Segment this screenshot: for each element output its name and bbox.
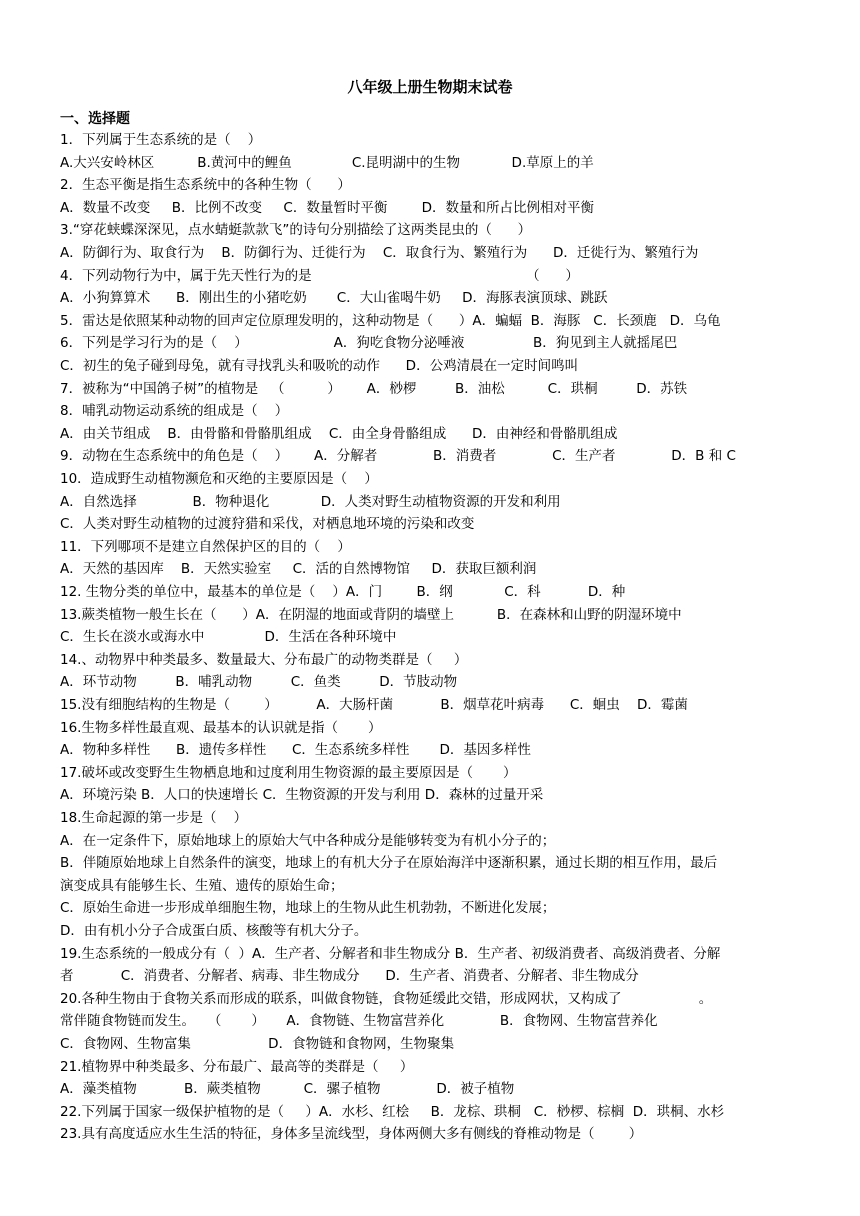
question-line: 8．哺乳动物运动系统的组成是（ ） — [60, 403, 289, 420]
question-line: 11．下列哪项不是建立自然保护区的目的（ ） — [60, 538, 351, 555]
question-line: A．自然选择 B．物种退化 D．人类对野生动植物资源的开发和利用 — [60, 493, 561, 510]
exam-title: 八年级上册生物期末试卷 — [347, 78, 513, 96]
question-line: A．数量不改变 B．比例不改变 C．数量暂时平衡 D．数量和所占比例相对平衡 — [60, 199, 595, 216]
question-line: 1．下列属于生态系统的是（ ） — [60, 132, 262, 148]
question-line: 5．雷达是依照某种动物的回声定位原理发明的，这种动物是（ ）A．蝙蝠 B．海豚 C．长颈鹿 D．乌龟 — [60, 312, 721, 329]
question-line: A．环节动物 B．哺乳动物 C．鱼类 D．节肢动物 — [60, 674, 458, 691]
question-line: C．原始生命进一步形成单细胞生物，地球上的生物从此生机勃勃，不断进化发展； — [60, 900, 556, 917]
question-line: 9．动物在生态系统中的角色是（ ） A．分解者 B．消费者 C．生产者 D．B 和 C — [60, 448, 736, 465]
question-line: C．人类对野生动植物的过渡狩猎和采伐，对栖息地环境的污染和改变 — [60, 516, 475, 533]
question-line: 2．生态平衡是指生态系统中的各种生物（ ） — [60, 177, 351, 194]
question-line: 4．下列动物行为中，属于先天性行为的是 （ ） — [60, 267, 579, 284]
question-line: 常伴随食物链而发生。 （ ） A．食物链、生物富营养化 B．食物网、生物富营养化 — [60, 1013, 658, 1030]
question-line: 20.各种生物由于食物关系而形成的联系，叫做食物链，食物延缓此交错，形成网状，又构成了 。 — [60, 990, 713, 1007]
question-line: 19.生态系统的一般成分有（ ）A．生产者、分解者和非生物成分 B．生产者、初级消费者、高级消费者、分解 — [60, 945, 721, 962]
question-line: C．食物网、生物富集 D．食物链和食物网，生物聚集 — [60, 1036, 455, 1052]
question-line: 17.破坏或改变野生生物栖息地和过度利用生物资源的最主要原因是（ ） — [60, 764, 517, 781]
question-line: 22.下列属于国家一级保护植物的是（ ）A．水杉、红桧 B．龙棕、珙桐 C．桫椤、棕榈 D．珙桐、水杉 — [60, 1103, 725, 1120]
question-line: A．小狗算算术 B．刚出生的小猪吃奶 C．大山雀喝牛奶 D．海豚表演顶球、跳跃 — [60, 290, 608, 307]
question-line: 21.植物界中种类最多、分布最广、最高等的类群是（ ） — [60, 1058, 414, 1075]
section-heading: 一、选择题 — [60, 111, 130, 127]
question-line: C．生长在淡水或海水中 D．生活在各种环境中 — [60, 629, 397, 646]
question-line: 3.“穿花蛱蝶深深见，点水蜻蜓款款飞”的诗句分别描绘了这两类昆虫的（ ） — [60, 222, 532, 239]
question-line: 12. 生物分类的单位中，最基本的单位是（ ）A．门 B．纲 C．科 D．种 — [60, 584, 626, 600]
question-line: 15.没有细胞结构的生物是（ ） A．大肠杆菌 B．烟草花叶病毒 C．蛔虫 D．霉菌 — [60, 697, 688, 713]
question-line: A．防御行为、取食行为 B．防御行为、迁徙行为 C．取食行为、繁殖行为 D．迁徙行为、繁殖行为 — [60, 245, 699, 261]
question-line: A．天然的基因库 B．天然实验室 C．活的自然博物馆 D．获取巨额利润 — [60, 561, 537, 578]
question-line: 6．下列是学习行为的是（ ） A．狗吃食物分泌唾液 B．狗见到主人就摇尾巴 — [60, 335, 678, 352]
question-line: A．在一定条件下，原始地球上的原始大气中各种成分是能够转变为有机小分子的； — [60, 832, 556, 849]
question-line: A．环境污染 B．人口的快速增长 C．生物资源的开发与利用 D．森林的过量开采 — [60, 787, 544, 804]
question-line: 18.生命起源的第一步是（ ） — [60, 810, 248, 826]
question-line: A．藻类植物 B．蕨类植物 C．骡子植物 D．被子植物 — [60, 1081, 515, 1098]
question-line: 7．被称为“中国鸽子树”的植物是 （ ） A．桫椤 B．油松 C．珙桐 D．苏铁 — [60, 380, 688, 397]
question-line: 者 C．消费者、分解者、病毒、非生物成分 D．生产者、消费者、分解者、非生物成分 — [60, 968, 639, 985]
question-line: 16.生物多样性最直观、最基本的认识就是指（ ） — [60, 719, 382, 736]
question-line: A.大兴安岭林区 B.黄河中的鲤鱼 C.昆明湖中的生物 D.草原上的羊 — [60, 154, 594, 171]
question-line: 13.蕨类植物一般生长在（ ）A．在阴湿的地面或背阴的墙壁上 B．在森林和山野的阴湿环境中 — [60, 606, 682, 623]
question-line: 10．造成野生动植物濒危和灭绝的主要原因是（ ） — [60, 471, 378, 487]
question-line: D．由有机小分子合成蛋白质、核酸等有机大分子。 — [60, 923, 368, 939]
question-line: C．初生的兔子碰到母兔，就有寻找乳头和吸吮的动作 D．公鸡清晨在一定时间鸣叫 — [60, 358, 579, 374]
question-line: A．物种多样性 B．遗传多样性 C．生态系统多样性 D．基因多样性 — [60, 742, 531, 759]
question-line: B．伴随原始地球上自然条件的演变，地球上的有机大分子在原始海洋中逐渐积累，通过长期的相互作用，最后 — [60, 855, 718, 872]
question-line: A．由关节组成 B．由骨骼和骨骼肌组成 C．由全身骨骼组成 D．由神经和骨骼肌组成 — [60, 425, 618, 442]
question-line: 14.、动物界中种类最多、数量最大、分布最广的动物类群是（ ） — [60, 651, 468, 668]
question-line: 演变成具有能够生长、生殖、遗传的原始生命； — [60, 877, 344, 894]
question-line: 23.具有高度适应水生生活的特征，身体多呈流线型，身体两侧大多有侧线的脊椎动物是（ ） — [60, 1126, 643, 1143]
